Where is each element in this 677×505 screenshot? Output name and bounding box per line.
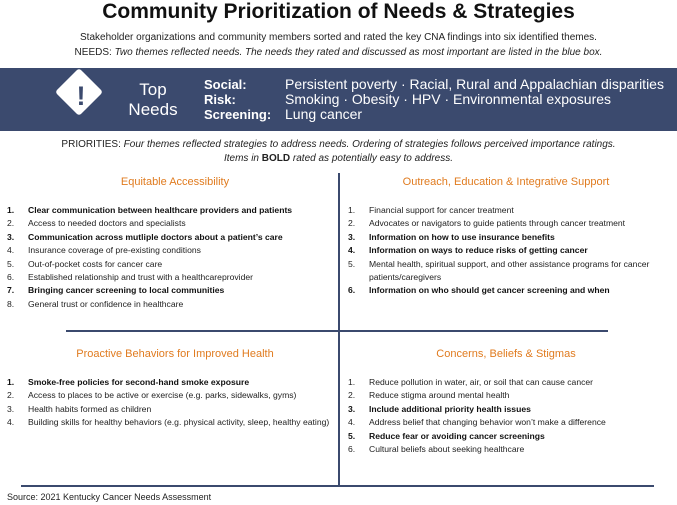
- needs-text: [0, 46, 677, 59]
- top-needs-heading: [118, 80, 188, 120]
- quadrant-list-proactive-behaviors: [7, 376, 333, 430]
- list-item-text: Include additional priority health issues: [369, 403, 531, 414]
- needs-label-risk: Risk:: [204, 92, 236, 107]
- list-item-number: 5.: [348, 258, 356, 269]
- list-item: [7, 271, 335, 284]
- horizontal-divider: [66, 330, 608, 332]
- list-item: [348, 376, 672, 389]
- list-item-text: Access to needed doctors and specialists: [28, 218, 186, 229]
- list-item-number: 4.: [348, 417, 356, 428]
- list-item: [7, 258, 335, 271]
- list-item-text: Information on who should get cancer screening and when: [369, 285, 610, 296]
- list-item: [7, 416, 333, 429]
- list-item-number: 6.: [348, 285, 356, 296]
- list-item-text: Building skills for healthy behaviors (e.g. physical activity, sleep, healthy eating): [28, 417, 330, 428]
- quadrant-title-equitable-accessibility: Equitable Accessibility: [120, 176, 230, 188]
- list-item-text: Smoke-free policies for second-hand smoke exposure: [28, 377, 250, 387]
- quadrant-title-proactive-behaviors: Proactive Behaviors for Improved Health: [76, 348, 274, 360]
- list-item: [348, 284, 672, 297]
- priorities-note-b: rated as potentially easy to address.: [292, 153, 453, 164]
- list-item: [348, 231, 672, 244]
- needs-value-screening: Lung cancer: [285, 106, 363, 122]
- list-item-number: 3.: [348, 231, 356, 242]
- list-item: [7, 244, 335, 257]
- priorities-text: [0, 138, 677, 151]
- list-item-number: 8.: [7, 298, 15, 309]
- priorities-bold-note: [0, 152, 677, 165]
- quadrant-list-equitable-accessibility: [7, 204, 335, 311]
- priorities-note-bold: BOLD: [261, 153, 291, 164]
- list-item: [348, 443, 672, 456]
- page-title: Community Prioritization of Needs & Strategies: [102, 0, 575, 23]
- list-item: [348, 217, 672, 230]
- list-item-number: 3.: [7, 231, 15, 242]
- list-item-text: Out-of-pocket costs for cancer care: [28, 258, 163, 269]
- quadrant-list-concerns-beliefs: [348, 376, 672, 456]
- list-item-number: 1.: [348, 205, 356, 215]
- source-note: Source: 2021 Kentucky Cancer Needs Assessment: [7, 492, 212, 502]
- quadrant-list-outreach-education: [348, 204, 672, 298]
- list-item-number: 4.: [7, 245, 15, 256]
- intro-text: Stakeholder organizations and community members sorted and rated the key CNA findings into six identified themes.: [80, 32, 597, 43]
- list-item-number: 1.: [7, 205, 15, 215]
- list-item-number: 2.: [7, 218, 15, 229]
- list-item-text: Bringing cancer screening to local communities: [28, 285, 225, 296]
- list-item: [7, 217, 335, 230]
- list-item-text: Insurance coverage of pre-existing conditions: [28, 245, 201, 256]
- list-item: [348, 244, 672, 257]
- list-item: [7, 298, 335, 311]
- list-item: [7, 389, 333, 402]
- needs-value-risk: Smoking · Obesity · HPV · Environmental exposures: [285, 91, 612, 107]
- list-item-text: Address belief that changing behavior won’t make a difference: [369, 417, 606, 428]
- list-item-text: Financial support for cancer treatment: [369, 205, 514, 215]
- list-item-number: 6.: [7, 272, 15, 283]
- list-item-text: Reduce fear or avoiding cancer screenings: [369, 430, 545, 441]
- list-item-number: 4.: [348, 245, 356, 256]
- list-item: [348, 403, 672, 416]
- exclamation-icon: !: [76, 81, 86, 111]
- needs-prefix: NEEDS:: [74, 47, 112, 58]
- list-item-text: Clear communication between healthcare providers and patients: [28, 205, 293, 215]
- list-item: [7, 284, 335, 297]
- list-item-number: 4.: [7, 417, 15, 428]
- quadrant-title-outreach-education: Outreach, Education & Integrative Support: [402, 176, 610, 188]
- list-item-text: Health habits formed as children: [28, 403, 152, 414]
- needs-label-screening: Screening:: [204, 107, 272, 122]
- list-item-text: Mental health, spiritual support, and other assistance programs for cancer patients/caregivers: [369, 258, 650, 283]
- list-item: [7, 204, 335, 217]
- bottom-divider: [21, 485, 654, 487]
- list-item-number: 5.: [348, 430, 356, 441]
- list-item-text: Information on ways to reduce risks of getting cancer: [369, 245, 588, 256]
- list-item-number: 2.: [348, 390, 356, 401]
- list-item-text: Established relationship and trust with a healthcareprovider: [28, 272, 253, 283]
- list-item-text: Reduce pollution in water, air, or soil that can cause cancer: [369, 377, 594, 387]
- list-item-number: 2.: [348, 218, 356, 229]
- list-item-text: Reduce stigma around mental health: [369, 390, 510, 401]
- priorities-prefix: PRIORITIES:: [61, 139, 121, 150]
- list-item-text: Communication across mutliple doctors about a patient’s care: [28, 231, 283, 242]
- needs-value-social: Persistent poverty · Racial, Rural and Appalachian disparities: [285, 76, 664, 92]
- top-needs-heading-line2: Needs: [128, 100, 178, 119]
- list-item: [348, 204, 672, 217]
- top-needs-heading-line1: Top: [139, 80, 167, 99]
- priorities-description: Four themes reflected strategies to address needs. Ordering of strategies follows perceived importance ratings.: [123, 139, 616, 150]
- priorities-note-a: Items in: [223, 153, 259, 164]
- list-item: [348, 430, 672, 443]
- list-item-text: Access to places to be active or exercise (e.g. parks, sidewalks, gyms): [28, 390, 297, 401]
- list-item-number: 3.: [7, 403, 15, 414]
- list-item: [348, 416, 672, 429]
- list-item-number: 5.: [7, 258, 15, 269]
- list-item-number: 1.: [7, 377, 15, 387]
- list-item: [348, 258, 672, 285]
- list-item-text: Cultural beliefs about seeking healthcare: [369, 444, 525, 455]
- list-item-number: 1.: [348, 377, 356, 387]
- list-item-text: Advocates or navigators to guide patients through cancer treatment: [369, 218, 626, 229]
- list-item-number: 6.: [348, 444, 356, 455]
- list-item: [7, 403, 333, 416]
- quadrant-title-concerns-beliefs: Concerns, Beliefs & Stigmas: [436, 348, 576, 360]
- list-item-text: Information on how to use insurance benefits: [369, 231, 555, 242]
- list-item: [348, 389, 672, 402]
- list-item-text: General trust or confidence in healthcare: [28, 298, 184, 309]
- needs-description: Two themes reflected needs. The needs they rated and discussed as most important are listed in the blue box.: [114, 47, 603, 58]
- list-item-number: 7.: [7, 285, 15, 296]
- needs-label-social: Social:: [204, 77, 247, 92]
- list-item-number: 3.: [348, 403, 356, 414]
- list-item: [7, 376, 333, 389]
- list-item-number: 2.: [7, 390, 15, 401]
- list-item: [7, 231, 335, 244]
